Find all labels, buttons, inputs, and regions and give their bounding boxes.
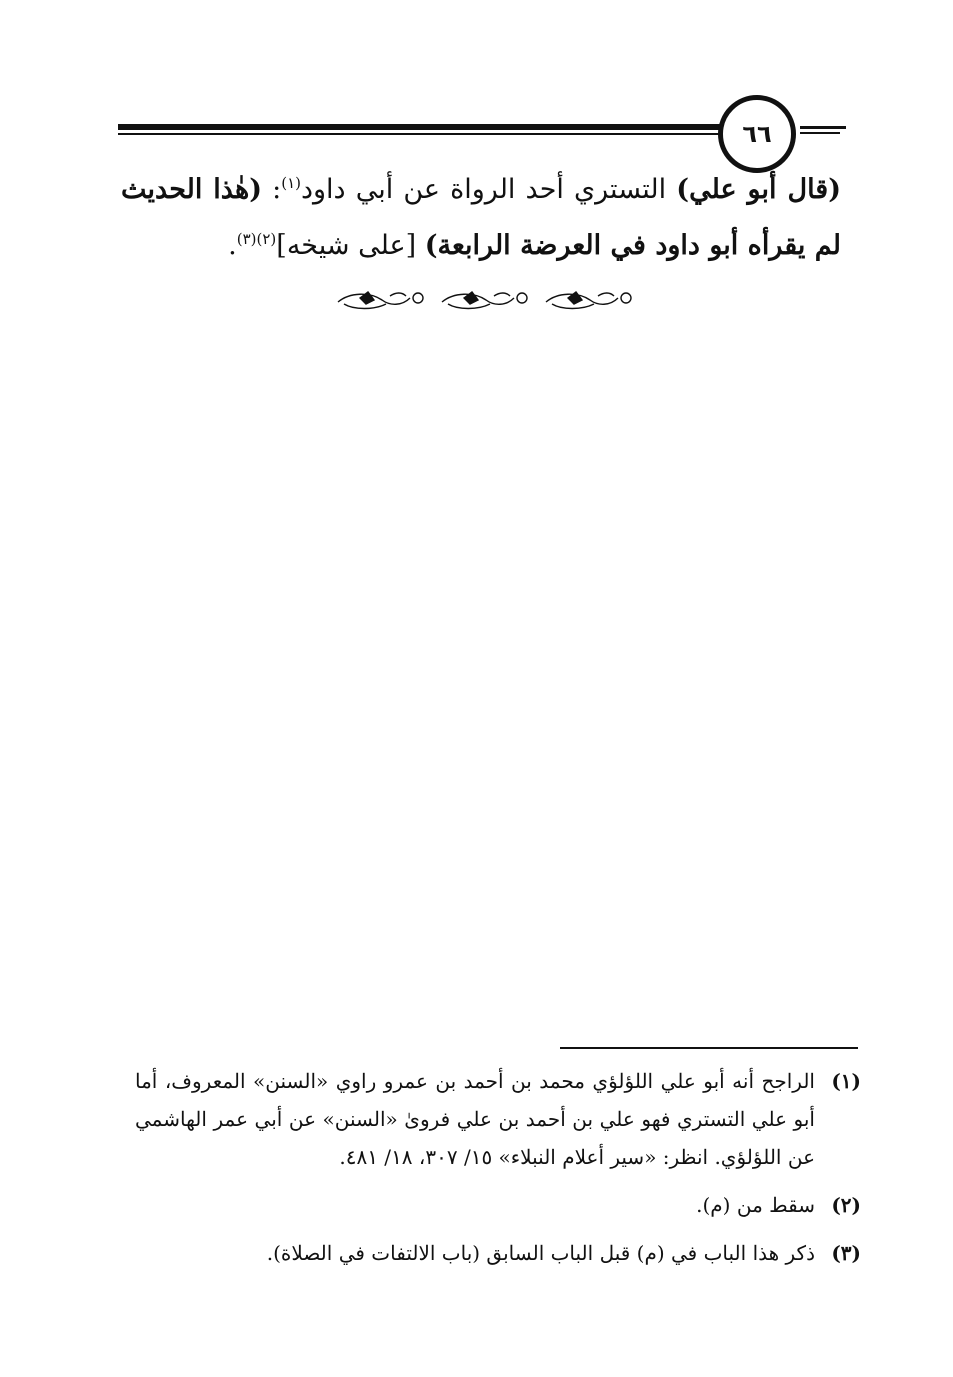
header-rule-thin <box>118 133 720 135</box>
footnote-ref[interactable]: (٢)(٣) <box>236 230 277 248</box>
quoted-statement: (هٰذا الحديث لم يقرأه أبو داود في العرضة الرابعة) <box>121 174 841 261</box>
header-rule-tail-thin <box>800 132 840 134</box>
text-segment: : <box>261 174 282 205</box>
page-number: ٦٦ <box>742 120 772 148</box>
footnote-text: ذكر هذا الباب في (م) قبل الباب السابق (باب الالتفات في الصلاة). <box>266 1241 815 1265</box>
text-segment: . <box>228 230 237 261</box>
footnote-text: الراجح أنه أبو علي اللؤلؤي محمد بن أحمد بن عمرو راوي «السنن» المعروف، أما أبو علي التستري فهو علي بن أحمد بن علي فرویٰ «السنن» عن أبي عمر الهاشمي عن اللؤلؤي. انظر: «سير أعلام النبلاء» ١٥/ ٣٠٧، ١٨/ ٤٨١. <box>135 1069 815 1169</box>
ornament-motif <box>442 292 527 309</box>
footnote-number: (٣) <box>831 1241 861 1265</box>
ornament-motif <box>546 292 631 309</box>
footnote-text: سقط من (م). <box>696 1193 815 1217</box>
quoted-speaker: (قال أبو علي) <box>676 174 841 205</box>
footnotes <box>135 1062 861 1282</box>
header-rule-tail <box>800 126 846 129</box>
footnote-item <box>135 1186 861 1224</box>
footnote-ref[interactable]: (١) <box>281 174 301 192</box>
text-segment: التستري أحد الرواة عن أبي داود <box>300 174 677 205</box>
header-rule <box>118 124 720 130</box>
footnote-separator <box>560 1047 858 1049</box>
footnote-number: (٢) <box>831 1193 861 1217</box>
footnote-number: (١) <box>831 1069 861 1093</box>
main-paragraph <box>121 162 841 274</box>
ornament-divider <box>330 282 642 316</box>
footnote-item <box>135 1234 861 1272</box>
footnote-item <box>135 1062 861 1176</box>
ornament-motif <box>338 292 423 309</box>
text-segment: [على شيخه] <box>276 230 425 261</box>
